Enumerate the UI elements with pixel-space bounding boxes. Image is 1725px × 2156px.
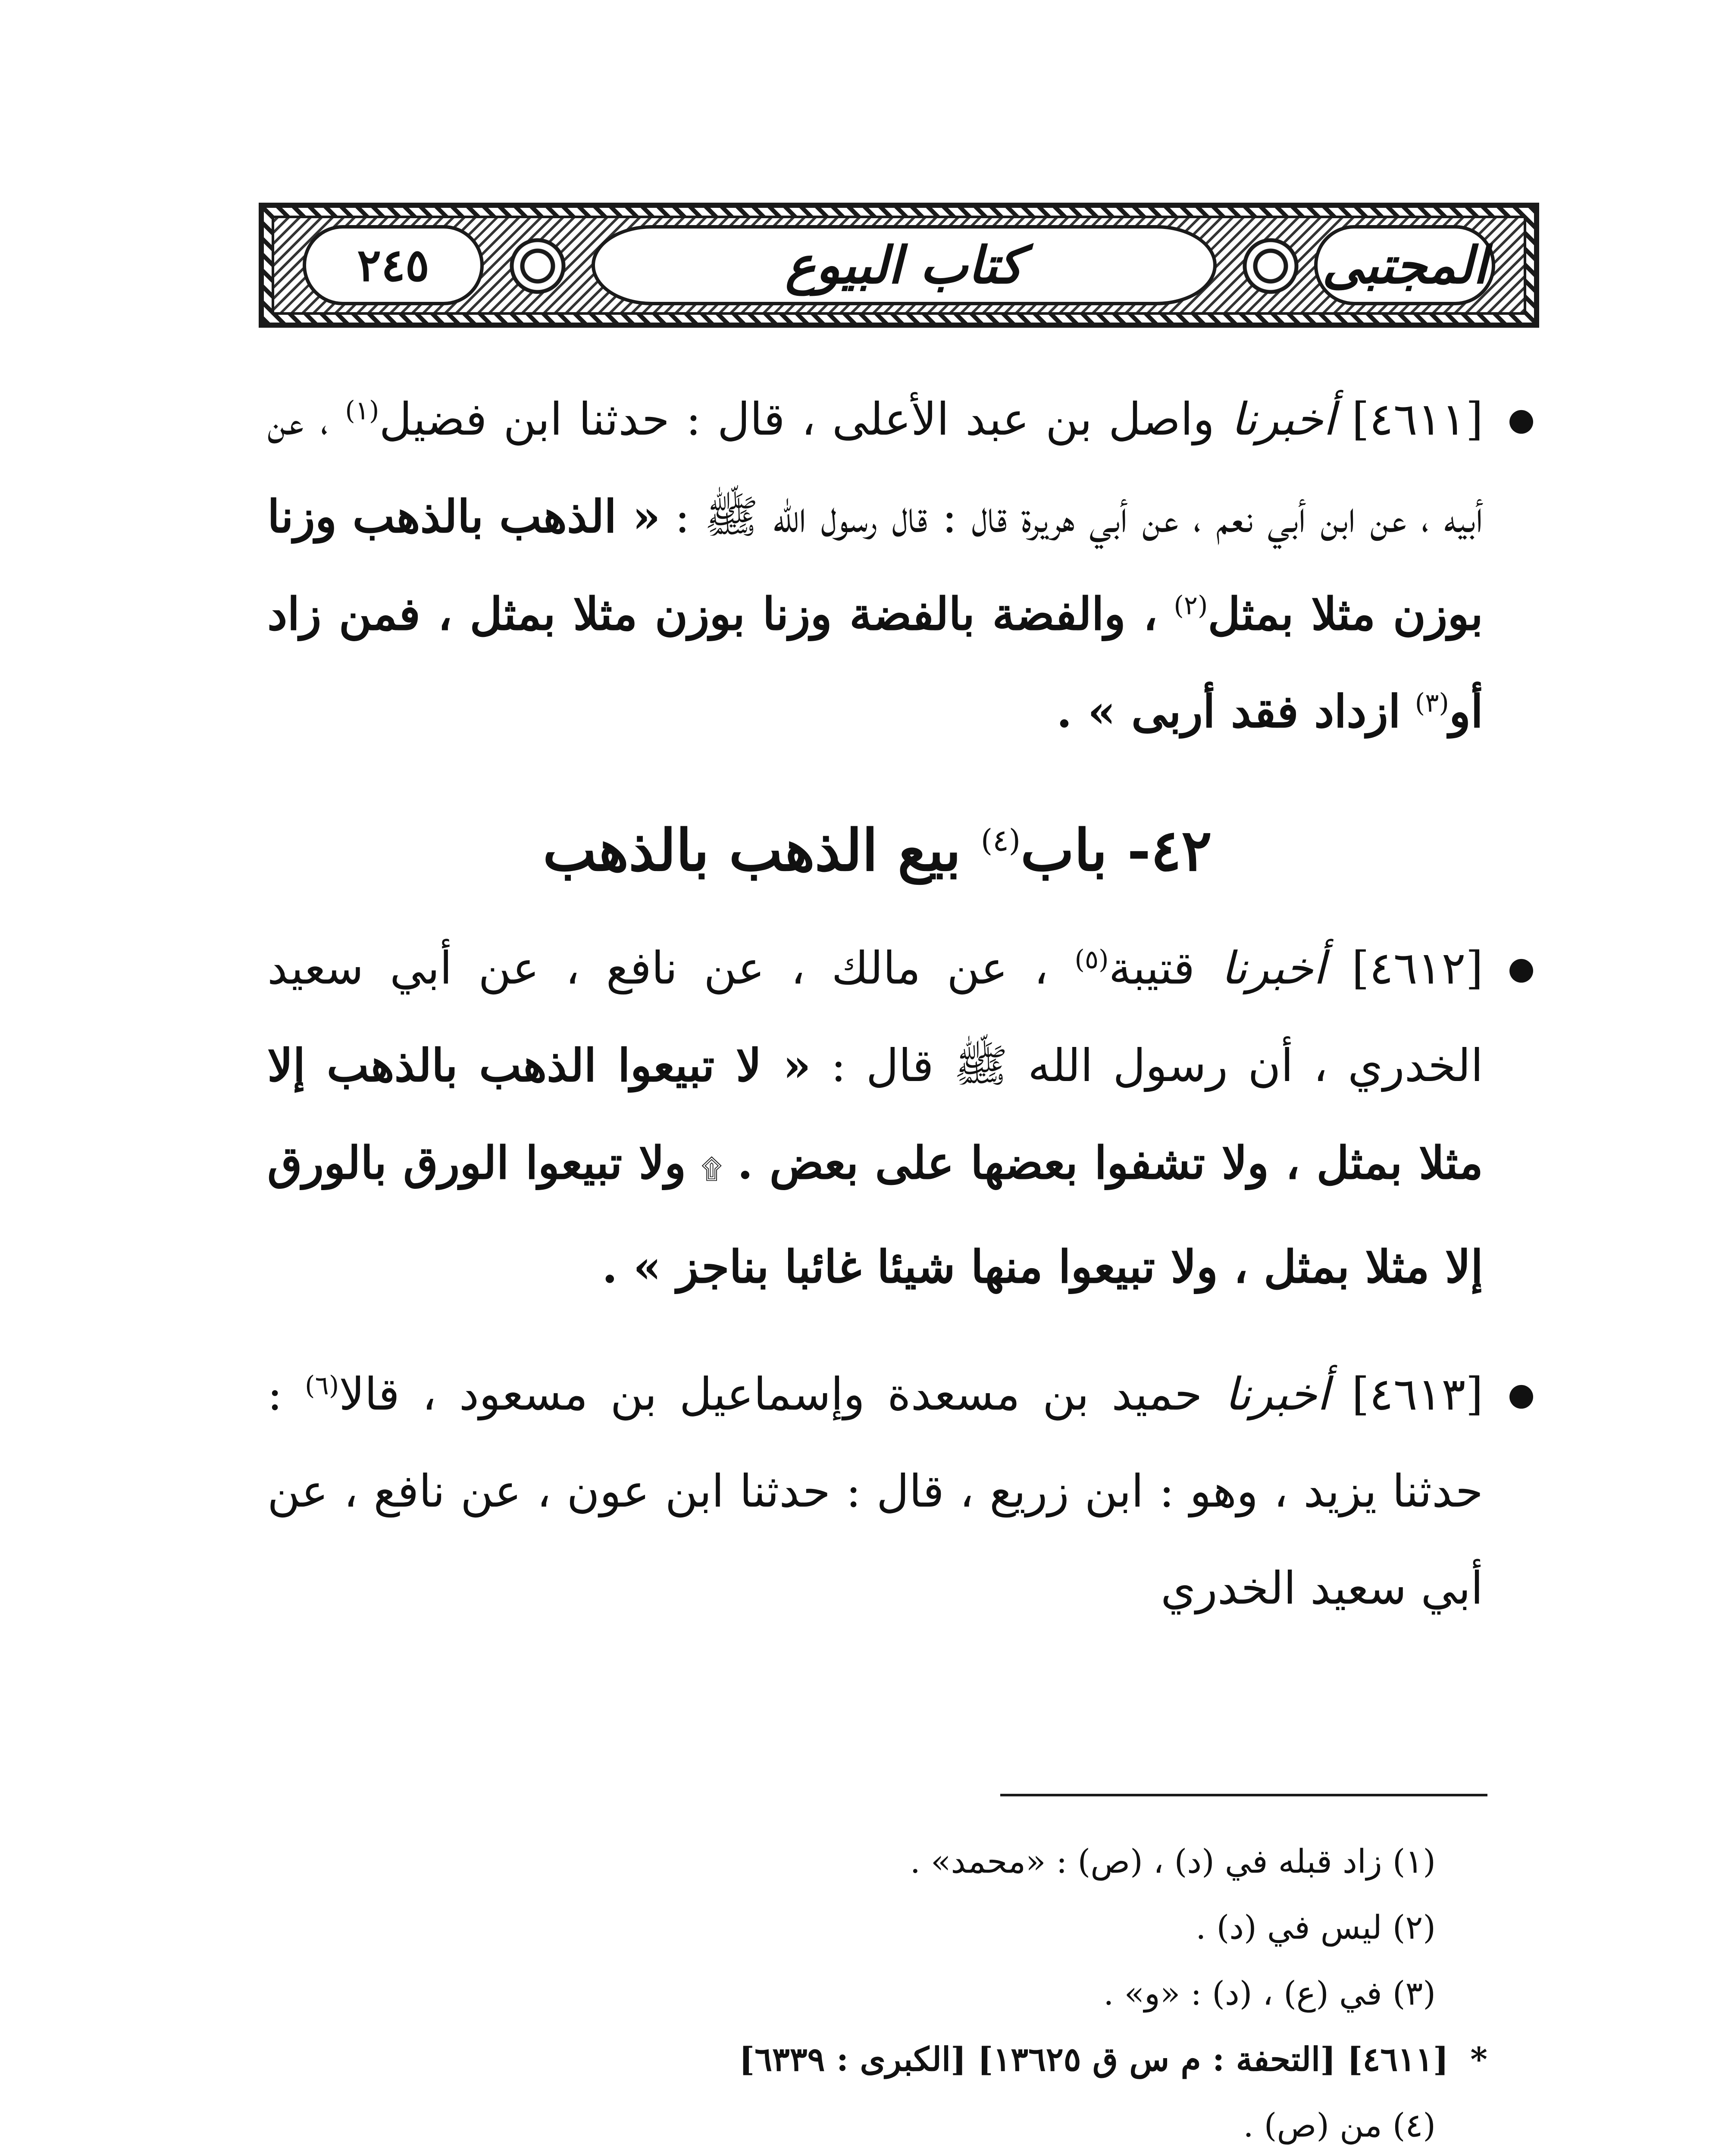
isnad-text: ، عن أبيه ، عن ابن أبي نعم ، عن أبي هريرة قال : قال رسول الله ﷺ : [267,393,1483,543]
footnote-marker: (٢) [1174,590,1208,621]
section-number: ٤٢- [1127,817,1212,884]
hadith-paragraph-4613 [267,1346,1535,1637]
bullet-dot-icon: ● [1508,1376,1535,1412]
footnote-text: (٢) ليس في (د) . [1196,1908,1436,1946]
hadith-text: « لا تبيعوا الذهب بالذهب إلا مثلا بمثل ، ولا تشفوا بعضها على بعض . [267,1039,1484,1189]
akhbarana-word: أخبرنا [1231,393,1336,445]
footnote-line [267,2092,1487,2156]
footnote-text: (٤) من (ص) . [1243,2106,1436,2144]
bullet-dot-icon: ● [1508,401,1535,437]
hadith-paragraph-4611 [267,371,1535,760]
frame-ornament-icon [505,238,570,294]
footnote-line [267,1894,1487,1960]
isnad-text: : حدثنا يزيد ، وهو : ابن زريع ، قال : حدثنا ابن عون ، عن نافع ، عن أبي سعيد الخدري [267,1368,1483,1614]
footnote-line [267,1828,1487,1894]
footnote-line [267,1960,1487,2026]
hadith-number: [٤٦١١] [1352,393,1484,445]
page-number-cartouche [303,225,484,305]
footnote-marker: (٣) [1415,688,1449,718]
chapter-title: كتاب البيوع [785,235,1023,295]
footnote-text: (١) زاد قبله في (د) ، (ص) : «محمد» . [910,1842,1436,1880]
hadith-text: ازداد فقد أربى » . [1056,685,1401,738]
footnote-marker: (٦) [305,1370,339,1401]
book-cartouche [1314,225,1495,305]
footnote-marker: (١) [345,395,379,426]
bullet-dot-icon: ● [1508,950,1535,986]
section-title: بيع الذهب بالذهب [543,817,961,884]
footnote-marker: (٤) [980,823,1021,858]
akhbarana-word: أخبرنا [1224,1368,1330,1420]
chapter-cartouche [592,225,1217,305]
asterisk-icon: * [1470,2040,1487,2078]
footnote-separator [1000,1794,1487,1796]
hadith-number: [٤٦١٣] [1352,1368,1483,1420]
hadith-number: [٤٦١٢] [1352,942,1483,994]
footnote-marker: (٥) [1074,944,1109,975]
main-text [267,371,1535,1637]
page-number: ٢٤٥ [357,238,429,291]
section-heading [267,799,1487,903]
isnad-text: واصل بن عبد الأعلى ، قال : حدثنا ابن فضيل [379,393,1215,445]
page-header-band [259,203,1539,328]
spacer [267,1316,1487,1346]
book-title: المجتبى [1322,235,1487,295]
hadith-text: ، والفضة بالفضة وزنا بوزن مثلا بمثل ، فمن زاد أو [267,587,1483,738]
akhbarana-word: أخبرنا [1221,942,1326,994]
footnote-text: (٣) في (ع) ، (د) : «و» . [1103,1974,1436,2012]
tuhfa-text: [٤٦١١] [التحفة : م س ق ١٣٦٢٥] [الكبرى : ٦٣٣٩] [739,2040,1449,2078]
isnad-text: حميد بن مسعدة وإسماعيل بن مسعود ، قالا [339,1368,1202,1420]
footnotes [267,1828,1487,2156]
hadith-text: ولا تبيعوا الورق بالورق إلا مثلا بمثل ، ولا تبيعوا منها شيئا غائبا بناجز » . [267,1136,1483,1293]
tuhfa-reference-line [267,2026,1487,2092]
hadith-text: « الذهب بالذهب وزنا بوزن مثلا بمثل [267,490,1484,640]
frame-ornament-icon [1238,238,1303,294]
page-break-star: ۩ [701,1153,723,1185]
isnad-text: قتيبة [1108,942,1195,994]
section-label: باب [1021,817,1108,884]
spacer [267,760,1487,790]
hadith-paragraph-4612 [267,920,1535,1316]
isnad-text: ، عن مالك ، عن نافع ، عن أبي سعيد الخدري ، أن رسول الله ﷺ قال : [267,942,1484,1092]
